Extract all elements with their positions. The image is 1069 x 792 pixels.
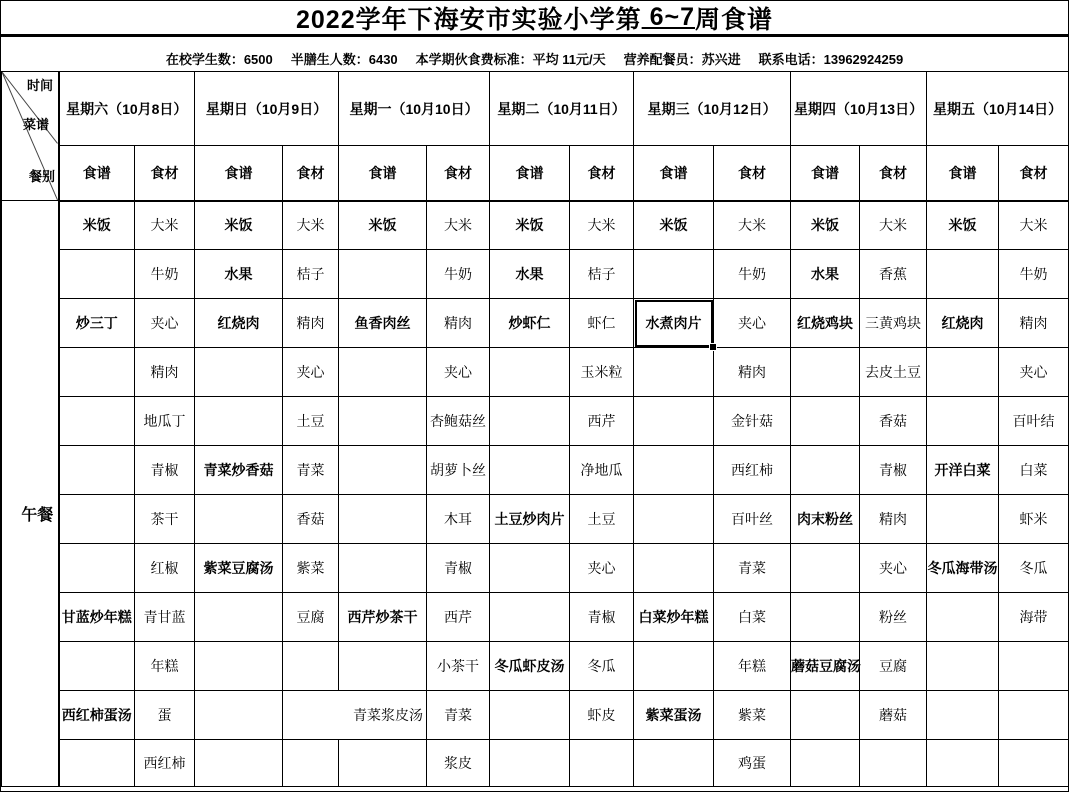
dish-cell[interactable]: 米饭 [339, 201, 427, 250]
ingredient-cell[interactable]: 青椒 [427, 544, 490, 593]
dish-cell[interactable] [195, 691, 283, 740]
dish-cell[interactable]: 水果 [195, 250, 283, 299]
ingredient-cell[interactable]: 虾米 [999, 495, 1069, 544]
ingredient-cell[interactable]: 冬瓜 [999, 544, 1069, 593]
ingredient-cell[interactable]: 去皮土豆 [860, 348, 927, 397]
corner-header-cell[interactable] [2, 72, 59, 201]
dish-cell[interactable]: 鱼香肉丝 [339, 299, 427, 348]
dish-cell[interactable] [59, 740, 135, 787]
dish-cell[interactable] [791, 691, 860, 740]
dish-cell[interactable] [339, 397, 427, 446]
ingredient-cell[interactable]: 虾仁 [570, 299, 634, 348]
ingredient-cell[interactable]: 精肉 [860, 495, 927, 544]
ingredient-cell[interactable]: 茶干 [135, 495, 195, 544]
dish-cell[interactable] [791, 446, 860, 495]
dish-cell[interactable]: 冬瓜虾皮汤 [490, 642, 570, 691]
dish-cell[interactable] [490, 593, 570, 642]
dish-cell[interactable] [927, 495, 999, 544]
table-row [2, 250, 1069, 299]
ingredient-cell[interactable]: 大米 [714, 201, 791, 250]
ingredient-cell[interactable]: 年糕 [714, 642, 791, 691]
ingredient-cell[interactable]: 桔子 [570, 250, 634, 299]
ingredient-cell[interactable]: 西红柿 [135, 740, 195, 787]
ingredient-cell[interactable]: 粉丝 [860, 593, 927, 642]
ingredient-cell[interactable]: 百叶结 [999, 397, 1069, 446]
ingredient-cell[interactable]: 鸡蛋 [714, 740, 791, 787]
ingredient-cell[interactable]: 大米 [283, 201, 339, 250]
ingredient-cell[interactable]: 海带 [999, 593, 1069, 642]
ingredient-cell[interactable]: 豆腐 [860, 642, 927, 691]
dish-cell[interactable] [791, 593, 860, 642]
ingredient-cell[interactable]: 西芹 [570, 397, 634, 446]
ingredient-cell[interactable]: 夹心 [860, 544, 927, 593]
ingredient-cell[interactable]: 百叶丝 [714, 495, 791, 544]
dish-cell[interactable] [927, 740, 999, 787]
day-header-wed[interactable]: 星期三（10月12日） [634, 72, 791, 146]
corner-label-menu: 菜谱 [23, 117, 50, 132]
ingredient-cell[interactable]: 木耳 [427, 495, 490, 544]
ingredient-cell[interactable] [283, 642, 339, 691]
ingredient-cell[interactable]: 玉米粒 [570, 348, 634, 397]
ingredient-column-header[interactable]: 食材 [714, 146, 791, 201]
dish-cell[interactable] [634, 446, 714, 495]
corner-label-meal: 餐别 [29, 169, 56, 184]
dish-cell[interactable] [791, 740, 860, 787]
menu-column-header[interactable]: 食谱 [59, 146, 135, 201]
dish-cell[interactable]: 米饭 [927, 201, 999, 250]
ingredient-cell[interactable] [860, 740, 927, 787]
dish-cell[interactable] [195, 642, 283, 691]
ingredient-cell[interactable] [999, 691, 1069, 740]
ingredient-cell[interactable]: 大米 [427, 201, 490, 250]
students-count: 在校学生数：6500 [165, 51, 273, 67]
ingredient-cell[interactable]: 夹心 [427, 348, 490, 397]
dish-cell[interactable] [339, 495, 427, 544]
dish-cell[interactable]: 米饭 [634, 201, 714, 250]
meal-row-label [2, 201, 59, 787]
ingredient-cell[interactable]: 土豆 [570, 495, 634, 544]
ingredient-cell[interactable]: 西红柿 [714, 446, 791, 495]
dish-cell[interactable]: 水果 [791, 250, 860, 299]
menu-column-header[interactable]: 食谱 [791, 146, 860, 201]
ingredient-cell[interactable]: 小茶干 [427, 642, 490, 691]
dish-cell[interactable] [490, 740, 570, 787]
dish-cell[interactable]: 甘蓝炒年糕 [59, 593, 135, 642]
dish-cell[interactable] [59, 544, 135, 593]
menu-table-body [2, 201, 1069, 787]
ingredient-cell[interactable]: 金针菇 [714, 397, 791, 446]
ingredient-column-header[interactable]: 食材 [283, 146, 339, 201]
dish-cell[interactable] [927, 593, 999, 642]
ingredient-cell[interactable]: 夹心 [283, 348, 339, 397]
dish-cell[interactable]: 白菜炒年糕 [634, 593, 714, 642]
page-title [1, 1, 1068, 37]
dish-cell[interactable] [634, 250, 714, 299]
table-row [2, 201, 1069, 250]
ingredient-cell[interactable]: 牛奶 [714, 250, 791, 299]
ingredient-cell[interactable]: 桔子 [283, 250, 339, 299]
dish-cell[interactable]: 米饭 [791, 201, 860, 250]
ingredient-cell[interactable]: 浆皮 [427, 740, 490, 787]
dish-cell[interactable] [339, 446, 427, 495]
menu-column-header[interactable]: 食谱 [195, 146, 283, 201]
dish-cell[interactable] [791, 397, 860, 446]
dish-cell[interactable]: 青菜炒香菇 [195, 446, 283, 495]
ingredient-column-header[interactable]: 食材 [427, 146, 490, 201]
ingredient-cell[interactable] [999, 642, 1069, 691]
ingredient-cell[interactable]: 西芹 [427, 593, 490, 642]
dish-cell[interactable]: 水果 [490, 250, 570, 299]
dish-cell[interactable] [927, 250, 999, 299]
dish-cell[interactable] [339, 250, 427, 299]
dish-cell[interactable] [59, 397, 135, 446]
dish-cell[interactable] [634, 544, 714, 593]
sub-header-row [2, 146, 1069, 201]
ingredient-cell[interactable]: 精肉 [714, 348, 791, 397]
ingredient-cell[interactable]: 大米 [860, 201, 927, 250]
dish-cell[interactable]: 米饭 [490, 201, 570, 250]
ingredient-cell[interactable]: 白菜 [999, 446, 1069, 495]
title-gap [1, 37, 1068, 45]
table-row [2, 299, 1069, 348]
ingredient-cell[interactable]: 香蕉 [860, 250, 927, 299]
ingredient-cell[interactable]: 香菇 [860, 397, 927, 446]
dish-cell[interactable]: 开洋白菜 [927, 446, 999, 495]
ingredient-cell[interactable]: 三黄鸡块 [860, 299, 927, 348]
day-header-sun[interactable]: 星期日（10月9日） [195, 72, 339, 146]
dish-cell[interactable] [339, 544, 427, 593]
dish-cell[interactable] [791, 544, 860, 593]
dish-cell[interactable] [339, 348, 427, 397]
dish-cell[interactable]: 紫菜豆腐汤 [195, 544, 283, 593]
ingredient-cell[interactable]: 年糕 [135, 642, 195, 691]
title-suffix: 周食谱 [694, 5, 773, 34]
menu-column-header[interactable]: 食谱 [339, 146, 427, 201]
dish-cell[interactable]: 米饭 [59, 201, 135, 250]
dish-cell[interactable] [195, 593, 283, 642]
menu-column-header[interactable]: 食谱 [927, 146, 999, 201]
ingredient-column-header[interactable]: 食材 [135, 146, 195, 201]
ingredient-cell[interactable]: 青椒 [860, 446, 927, 495]
ingredient-cell[interactable]: 青椒 [570, 593, 634, 642]
table-row [2, 397, 1069, 446]
info-bar [1, 45, 1068, 71]
dish-cell[interactable] [59, 446, 135, 495]
dish-cell[interactable] [59, 250, 135, 299]
ingredient-cell[interactable]: 净地瓜 [570, 446, 634, 495]
dish-cell[interactable] [927, 691, 999, 740]
dish-cell[interactable] [59, 495, 135, 544]
dish-cell[interactable] [634, 740, 714, 787]
ingredient-cell[interactable]: 大米 [135, 201, 195, 250]
dish-cell[interactable]: 红烧肉 [927, 299, 999, 348]
ingredient-cell[interactable]: 大米 [999, 201, 1069, 250]
ingredient-cell[interactable]: 虾皮 [570, 691, 634, 740]
dish-cell[interactable] [339, 642, 427, 691]
ingredient-cell[interactable]: 蘑菇 [860, 691, 927, 740]
table-row [2, 446, 1069, 495]
ingredient-cell[interactable]: 地瓜丁 [135, 397, 195, 446]
menu-column-header[interactable]: 食谱 [634, 146, 714, 201]
nutrition-officer: 营养配餐员：苏兴进 [623, 51, 741, 67]
table-row [2, 348, 1069, 397]
ingredient-cell[interactable]: 香菇 [283, 495, 339, 544]
corner-label-time: 时间 [27, 78, 54, 93]
selected-cell[interactable]: 水煮肉片 [634, 299, 714, 348]
dish-cell[interactable] [59, 348, 135, 397]
dish-cell[interactable] [195, 495, 283, 544]
day-header-mon[interactable]: 星期一（10月10日） [339, 72, 490, 146]
dish-cell[interactable]: 红烧鸡块 [791, 299, 860, 348]
dish-cell[interactable] [339, 740, 427, 787]
ingredient-cell[interactable]: 青菜 [283, 446, 339, 495]
dish-cell[interactable] [195, 348, 283, 397]
dish-cell[interactable]: 蘑菇豆腐汤 [791, 642, 860, 691]
ingredient-column-header[interactable]: 食材 [999, 146, 1069, 201]
table-row [2, 642, 1069, 691]
ingredient-cell[interactable]: 夹心 [714, 299, 791, 348]
dish-cell[interactable]: 紫菜蛋汤 [634, 691, 714, 740]
dish-cell[interactable] [927, 642, 999, 691]
table-row [2, 691, 1069, 740]
ingredient-cell[interactable]: 青菜 [427, 691, 490, 740]
dish-cell[interactable]: 西芹炒茶干 [339, 593, 427, 642]
ingredient-cell[interactable]: 精肉 [135, 348, 195, 397]
ingredient-cell[interactable]: 精肉 [427, 299, 490, 348]
ingredient-cell[interactable]: 牛奶 [427, 250, 490, 299]
ingredient-column-header[interactable]: 食材 [570, 146, 634, 201]
contact-phone: 联系电话：13962924259 [758, 51, 904, 67]
ingredient-cell[interactable]: 红椒 [135, 544, 195, 593]
dish-cell[interactable] [791, 348, 860, 397]
table-row [2, 544, 1069, 593]
ingredient-cell[interactable] [999, 740, 1069, 787]
ingredient-cell[interactable]: 白菜 [714, 593, 791, 642]
ingredient-column-header[interactable]: 食材 [860, 146, 927, 201]
menu-table [1, 71, 1069, 787]
dish-cell[interactable] [59, 642, 135, 691]
dish-cell[interactable] [634, 495, 714, 544]
title-prefix: 2022学年下海安市实验小学第 [296, 5, 642, 34]
dish-cell[interactable] [490, 348, 570, 397]
dish-cell[interactable] [634, 397, 714, 446]
ingredient-cell[interactable] [570, 740, 634, 787]
dish-cell[interactable] [634, 348, 714, 397]
meal-label-text: 午餐 [21, 506, 54, 524]
ingredient-cell[interactable]: 紫菜 [714, 691, 791, 740]
dish-cell[interactable] [490, 691, 570, 740]
dish-cell[interactable] [927, 397, 999, 446]
dish-cell[interactable] [195, 740, 283, 787]
ingredient-cell[interactable]: 夹心 [999, 348, 1069, 397]
dish-cell[interactable]: 炒三丁 [59, 299, 135, 348]
dish-cell[interactable] [634, 642, 714, 691]
ingredient-cell[interactable]: 精肉 [999, 299, 1069, 348]
ingredient-cell[interactable]: 青菜浆皮汤 [283, 691, 427, 740]
ingredient-cell[interactable]: 冬瓜 [570, 642, 634, 691]
ingredient-cell[interactable]: 杏鲍菇丝 [427, 397, 490, 446]
dish-cell[interactable] [927, 348, 999, 397]
dish-cell[interactable] [490, 544, 570, 593]
ingredient-cell[interactable]: 青椒 [135, 446, 195, 495]
ingredient-cell[interactable]: 胡萝卜丝 [427, 446, 490, 495]
table-row [2, 495, 1069, 544]
ingredient-cell[interactable]: 大米 [570, 201, 634, 250]
day-header-row [2, 72, 1069, 146]
dish-cell[interactable] [490, 397, 570, 446]
ingredient-cell[interactable] [283, 740, 339, 787]
half-board-count: 半膳生人数：6430 [290, 51, 398, 67]
ingredient-cell[interactable]: 土豆 [283, 397, 339, 446]
dish-cell[interactable]: 红烧肉 [195, 299, 283, 348]
ingredient-cell[interactable]: 牛奶 [135, 250, 195, 299]
dish-cell[interactable] [490, 446, 570, 495]
ingredient-cell[interactable]: 牛奶 [999, 250, 1069, 299]
meal-fee-standard: 本学期伙食费标准：平均 11元/天 [415, 51, 606, 67]
table-row [2, 740, 1069, 787]
title-week-number: 6~7 [641, 3, 695, 31]
dish-cell[interactable] [195, 397, 283, 446]
ingredient-cell[interactable]: 紫菜 [283, 544, 339, 593]
day-header-thu[interactable]: 星期四（10月13日） [791, 72, 927, 146]
ingredient-cell[interactable]: 精肉 [283, 299, 339, 348]
ingredient-cell[interactable]: 青菜 [714, 544, 791, 593]
menu-column-header[interactable]: 食谱 [490, 146, 570, 201]
dish-cell[interactable]: 肉末粉丝 [791, 495, 860, 544]
day-header-fri[interactable]: 星期五（10月14日） [927, 72, 1069, 146]
day-header-sat[interactable]: 星期六（10月8日） [59, 72, 195, 146]
dish-cell[interactable]: 土豆炒肉片 [490, 495, 570, 544]
dish-cell[interactable]: 米饭 [195, 201, 283, 250]
fill-handle[interactable] [709, 343, 717, 351]
ingredient-cell[interactable]: 夹心 [135, 299, 195, 348]
dish-cell[interactable]: 冬瓜海带汤 [927, 544, 999, 593]
ingredient-cell[interactable]: 青甘蓝 [135, 593, 195, 642]
dish-cell[interactable]: 炒虾仁 [490, 299, 570, 348]
ingredient-cell[interactable]: 豆腐 [283, 593, 339, 642]
day-header-tue[interactable]: 星期二（10月11日） [490, 72, 634, 146]
table-row [2, 593, 1069, 642]
ingredient-cell[interactable]: 夹心 [570, 544, 634, 593]
ingredient-cell[interactable]: 蛋 [135, 691, 195, 740]
dish-cell[interactable]: 西红柿蛋汤 [59, 691, 135, 740]
